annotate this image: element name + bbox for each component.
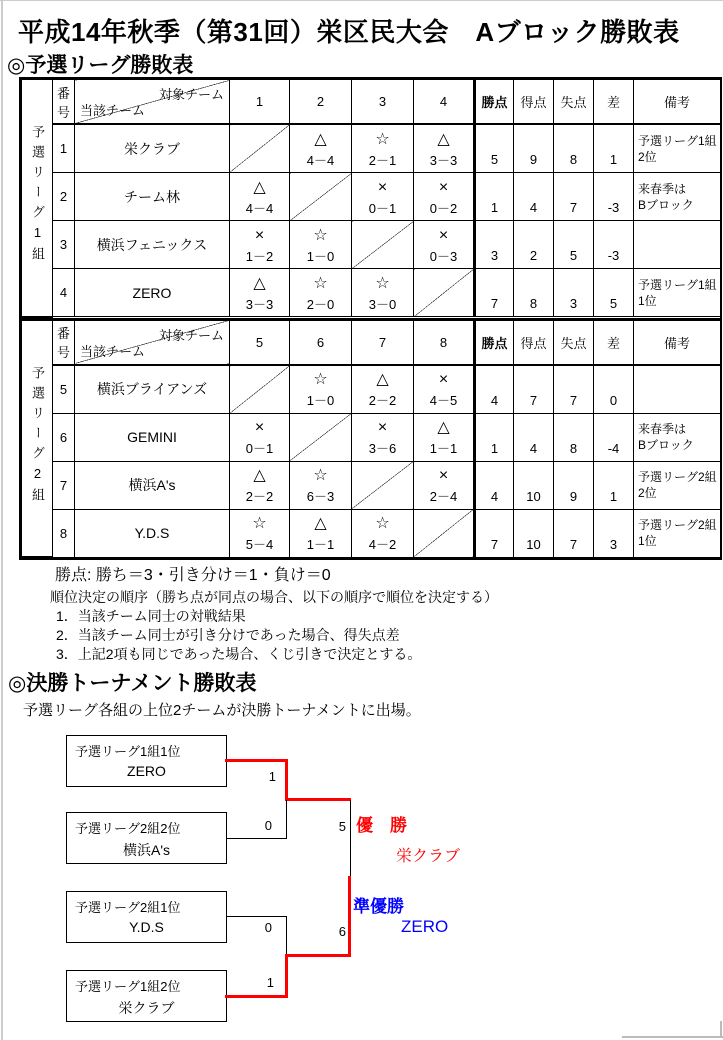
col-header-opp: 2	[290, 80, 352, 125]
self-match-cell	[290, 173, 352, 221]
result-cell	[414, 461, 475, 509]
goals-for-value: 8	[514, 269, 554, 317]
points-value: 1	[475, 413, 514, 461]
result-score: 4－2	[368, 537, 397, 552]
bracket-line-sf2-winner	[285, 954, 351, 957]
col-header-diff: 差	[594, 80, 634, 125]
self-match-cell	[352, 461, 414, 509]
result-cell	[414, 365, 475, 414]
group-label: 予選リーグ2組	[30, 365, 45, 508]
table-row	[22, 173, 721, 221]
col-header-opp: 4	[414, 80, 475, 125]
result-cell	[230, 173, 290, 221]
result-symbol: ×	[377, 419, 388, 436]
diagonal-header-top: 対象チーム	[158, 87, 224, 102]
table-row	[22, 413, 721, 461]
bracket-team: ZERO	[127, 763, 166, 779]
goals-against-value: 7	[554, 173, 594, 221]
diff-value: 5	[594, 269, 634, 317]
result-cell	[290, 461, 352, 509]
col-header-remarks: 備考	[634, 80, 721, 125]
result-symbol: ☆	[313, 467, 328, 484]
col-header-remarks: 備考	[634, 319, 721, 365]
bracket-line-yds-out	[226, 916, 286, 917]
team-name: Y.D.S	[75, 509, 230, 557]
remarks-cell: 予選リーグ2組 2位	[634, 461, 721, 509]
goals-against-value: 5	[554, 221, 594, 269]
bracket-line-final-vert-top	[350, 800, 351, 878]
result-cell	[352, 365, 414, 414]
remarks-cell: 予選リーグ1組 2位	[634, 124, 721, 173]
league-table-group2	[21, 318, 721, 559]
bracket-line-zero-out	[225, 759, 288, 762]
result-cell	[230, 413, 290, 461]
points-value: 4	[475, 461, 514, 509]
bracket-box-seed1	[66, 735, 227, 787]
result-score: 3－6	[368, 441, 397, 456]
cell-edge-bottom-right-h	[622, 1036, 723, 1038]
goals-against-value: 3	[554, 269, 594, 317]
result-score: 3－3	[429, 152, 458, 168]
goals-against-value: 7	[554, 365, 594, 414]
diff-value: 0	[594, 365, 634, 414]
result-score: 2－0	[306, 296, 335, 312]
diagonal-header-cell	[75, 319, 230, 365]
result-score: 1－1	[429, 441, 458, 456]
league-section-title: ◎予選リーグ勝敗表	[7, 54, 194, 77]
bracket-box-seed2	[66, 812, 227, 864]
row-number: 3	[53, 221, 75, 269]
group-label-cell	[22, 80, 53, 317]
result-cell	[230, 221, 290, 269]
bracket-team: 横浜A's	[122, 842, 170, 858]
points-value: 7	[475, 509, 514, 557]
result-symbol: ☆	[313, 226, 328, 244]
result-cell	[414, 221, 475, 269]
bracket-line-sf1-vert-win	[285, 759, 288, 801]
remarks-cell: 予選リーグ1組 1位	[634, 269, 721, 317]
result-cell	[230, 461, 290, 509]
diagonal-header-top: 対象チーム	[158, 327, 224, 343]
diagonal-header-cell	[75, 80, 230, 125]
diagonal-header-bottom: 当該チーム	[80, 103, 146, 118]
result-score: 2－1	[368, 152, 397, 168]
result-score: 0－1	[245, 441, 274, 456]
cell-edge-bottom-right-v	[720, 1021, 722, 1038]
result-score: 2－2	[368, 393, 397, 408]
score-yokohama-as-semifinal: 0	[264, 818, 272, 833]
result-symbol: △	[437, 130, 450, 148]
remarks-cell: 来春季は Bブロック	[634, 173, 721, 221]
bracket-team: 栄クラブ	[118, 1000, 175, 1016]
result-symbol: ☆	[313, 371, 328, 388]
row-number: 8	[53, 509, 75, 557]
result-symbol: ×	[438, 467, 449, 484]
table-row	[22, 509, 721, 557]
result-score: 1－0	[306, 393, 335, 408]
goals-for-value: 4	[514, 173, 554, 221]
team-name: GEMINI	[75, 413, 230, 461]
col-header-points: 勝点	[475, 80, 514, 125]
col-header-goals-for: 得点	[514, 319, 554, 365]
row-number: 4	[53, 269, 75, 317]
result-score: 2－2	[245, 489, 274, 504]
goals-for-value: 10	[514, 461, 554, 509]
team-name: 横浜フェニックス	[75, 221, 230, 269]
window-edge-left	[1, 0, 3, 1040]
result-symbol: ×	[438, 226, 449, 244]
result-symbol: ☆	[313, 274, 328, 292]
seed-label: 予選リーグ2組1位	[75, 900, 181, 915]
result-symbol: ×	[438, 178, 449, 196]
league-table-group1	[21, 79, 721, 318]
self-match-cell	[290, 413, 352, 461]
bracket-line-sf2-vert-win	[285, 954, 288, 998]
self-match-cell	[230, 124, 290, 173]
window-edge-top	[0, 0, 723, 1]
row-number: 1	[53, 124, 75, 173]
ranking-rule-item: 1．当該チーム同士の対戦結果	[56, 608, 246, 624]
result-score: 4－4	[245, 200, 274, 216]
goals-against-value: 8	[554, 124, 594, 173]
col-header-goals-for: 得点	[514, 80, 554, 125]
points-rule-note: 勝点: 勝ち＝3・引き分け＝1・負け＝0	[55, 567, 331, 584]
result-cell	[290, 269, 352, 317]
score-zero-semifinal: 1	[268, 769, 276, 784]
result-symbol: ×	[438, 371, 449, 388]
result-symbol: △	[437, 419, 450, 436]
result-cell	[352, 269, 414, 317]
page-title: 平成14年秋季（第31回）栄区民大会 Aブロック勝敗表	[18, 17, 680, 47]
bracket-line-sakae-out	[225, 995, 288, 998]
bracket-line-yokohama-as-out	[226, 838, 286, 839]
result-score: 6－3	[306, 489, 335, 504]
result-symbol: △	[253, 178, 266, 196]
tournament-note: 予選リーグ各組の上位2チームが決勝トーナメントに出場。	[23, 702, 421, 719]
goals-against-value: 9	[554, 461, 594, 509]
row-number: 2	[53, 173, 75, 221]
diff-value: -3	[594, 221, 634, 269]
runner-up-label: 準優勝	[353, 897, 404, 916]
self-match-cell	[414, 509, 475, 557]
result-symbol: ☆	[375, 274, 390, 292]
score-sakae-final: 6	[338, 924, 346, 939]
result-cell	[414, 173, 475, 221]
team-name: チーム林	[75, 173, 230, 221]
goals-for-value: 7	[514, 365, 554, 414]
result-cell	[352, 173, 414, 221]
seed-label: 予選リーグ1組1位	[75, 744, 181, 759]
result-cell	[414, 413, 475, 461]
col-header-opp: 5	[230, 319, 290, 365]
goals-for-value: 4	[514, 413, 554, 461]
result-symbol: ☆	[375, 130, 390, 148]
result-cell	[230, 269, 290, 317]
result-symbol: △	[314, 130, 327, 148]
result-symbol: △	[376, 371, 389, 388]
result-symbol: △	[253, 467, 266, 484]
points-value: 3	[475, 221, 514, 269]
result-cell	[290, 509, 352, 557]
bracket-box-seed4	[66, 970, 227, 1022]
self-match-cell	[230, 365, 290, 414]
result-cell	[414, 124, 475, 173]
diff-value: -4	[594, 413, 634, 461]
result-score: 0－2	[429, 200, 458, 216]
result-score: 1－0	[306, 248, 335, 264]
result-cell	[290, 124, 352, 173]
result-symbol: ☆	[252, 515, 267, 532]
col-header-diff: 差	[594, 319, 634, 365]
team-name: 栄クラブ	[75, 124, 230, 173]
row-number: 7	[53, 461, 75, 509]
ranking-rule-note: 順位決定の順序（勝ち点が同点の場合、以下の順序で順位を決定する）	[50, 589, 498, 605]
col-header-opp: 7	[352, 319, 414, 365]
goals-for-value: 2	[514, 221, 554, 269]
diff-value: 1	[594, 124, 634, 173]
bracket-line-sf2-vert-lose	[286, 916, 287, 955]
col-header-opp: 6	[290, 319, 352, 365]
result-symbol: ×	[254, 419, 265, 436]
champion-team: 栄クラブ	[396, 848, 461, 865]
points-value: 1	[475, 173, 514, 221]
result-cell	[352, 509, 414, 557]
result-score: 1－2	[245, 248, 274, 264]
remarks-cell	[634, 221, 721, 269]
score-zero-final: 5	[338, 819, 346, 834]
self-match-cell	[414, 269, 475, 317]
group-label: 予選リーグ1組	[30, 125, 45, 268]
table-row	[22, 269, 721, 317]
diff-value: 3	[594, 509, 634, 557]
diagonal-header-bottom: 当該チーム	[80, 343, 146, 359]
points-value: 7	[475, 269, 514, 317]
result-symbol: △	[253, 274, 266, 292]
bracket-team: Y.D.S	[129, 919, 164, 935]
result-cell	[290, 221, 352, 269]
group-label-cell	[22, 319, 53, 557]
table-row	[22, 365, 721, 414]
table-row	[22, 124, 721, 173]
result-score: 1－1	[306, 537, 335, 552]
result-cell	[352, 413, 414, 461]
row-number: 6	[53, 413, 75, 461]
bracket-line-final-vert-bottom-win	[348, 876, 351, 957]
bracket-line-sf1-winner	[285, 798, 351, 801]
diff-value: 1	[594, 461, 634, 509]
col-header-points: 勝点	[475, 319, 514, 365]
result-score: 0－1	[368, 200, 397, 216]
remarks-cell: 予選リーグ2組 1位	[634, 509, 721, 557]
col-header-goals-against: 失点	[554, 80, 594, 125]
self-match-cell	[352, 221, 414, 269]
table-row	[22, 461, 721, 509]
goals-against-value: 7	[554, 509, 594, 557]
points-value: 4	[475, 365, 514, 414]
col-header-opp: 3	[352, 80, 414, 125]
table-row	[22, 221, 721, 269]
runner-up-team: ZERO	[401, 917, 449, 936]
result-score: 2－4	[429, 489, 458, 504]
tournament-section-title: ◎決勝トーナメント勝敗表	[8, 672, 257, 695]
result-cell	[290, 365, 352, 414]
col-header-opp: 8	[414, 319, 475, 365]
result-symbol: ×	[377, 178, 388, 196]
result-symbol: △	[314, 515, 327, 532]
bracket-line-sf1-vert-lose	[286, 800, 287, 839]
result-score: 4－4	[306, 152, 335, 168]
result-score: 3－3	[245, 296, 274, 312]
result-symbol: ×	[254, 226, 265, 244]
result-cell	[352, 124, 414, 173]
result-score: 4－5	[429, 393, 458, 408]
result-score: 5－4	[245, 537, 274, 552]
remarks-cell: 来春季は Bブロック	[634, 413, 721, 461]
score-sakae-semifinal: 1	[266, 975, 274, 990]
col-header-number: 番号	[53, 80, 75, 125]
col-header-number: 番号	[53, 319, 75, 365]
bracket-box-seed3	[66, 891, 227, 943]
result-cell	[230, 509, 290, 557]
goals-against-value: 8	[554, 413, 594, 461]
diff-value: -3	[594, 173, 634, 221]
col-header-goals-against: 失点	[554, 319, 594, 365]
points-value: 5	[475, 124, 514, 173]
score-yds-semifinal: 0	[264, 920, 272, 935]
remarks-cell	[634, 365, 721, 414]
result-symbol: ☆	[375, 515, 390, 532]
league-tables	[19, 77, 722, 560]
goals-for-value: 9	[514, 124, 554, 173]
result-score: 0－3	[429, 248, 458, 264]
seed-label: 予選リーグ1組2位	[75, 979, 181, 994]
result-score: 3－0	[368, 296, 397, 312]
ranking-rule-item: 2．当該チーム同士が引き分けであった場合、得失点差	[56, 627, 400, 643]
col-header-opp: 1	[230, 80, 290, 125]
ranking-rule-item: 3．上記2項も同じであった場合、くじ引きで決定とする。	[56, 646, 422, 662]
row-number: 5	[53, 365, 75, 414]
team-name: ZERO	[75, 269, 230, 317]
team-name: 横浜A's	[75, 461, 230, 509]
team-name: 横浜ブライアンズ	[75, 365, 230, 414]
goals-for-value: 10	[514, 509, 554, 557]
champion-label: 優 勝	[356, 816, 407, 835]
seed-label: 予選リーグ2組2位	[75, 821, 181, 836]
